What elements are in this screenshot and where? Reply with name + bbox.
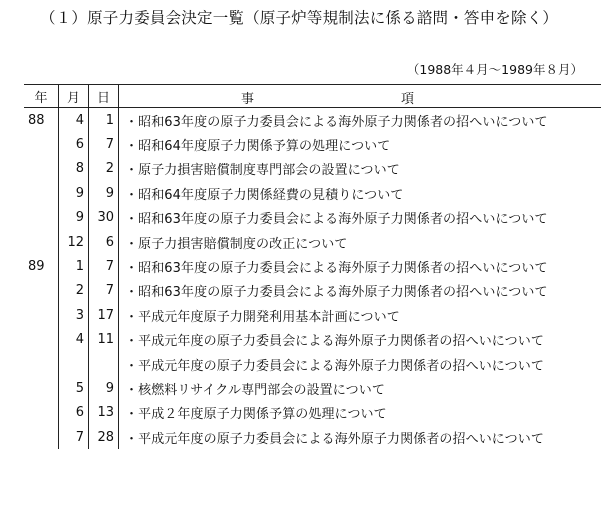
cell-month: 6 — [59, 132, 89, 156]
header-item-char-2: 項 — [401, 92, 415, 107]
cell-day: 11 — [89, 328, 119, 352]
header-year: 年 — [24, 85, 59, 108]
cell-month — [59, 352, 89, 376]
cell-item: ・平成元年度の原子力委員会による海外原子力関係者の招へいについて — [125, 358, 544, 374]
cell-month: 8 — [59, 157, 89, 181]
table-row — [24, 425, 601, 449]
table-row — [24, 376, 601, 400]
table-row — [24, 254, 601, 278]
cell-year: 88 — [24, 108, 59, 133]
cell-item: ・昭和63年度の原子力委員会による海外原子力関係者の招へいについて — [125, 212, 548, 228]
cell-day — [89, 352, 119, 376]
cell-day: 13 — [89, 401, 119, 425]
table-row — [24, 206, 601, 230]
cell-month: 9 — [59, 206, 89, 230]
cell-day: 1 — [89, 108, 119, 133]
cell-item: ・昭和63年度の原子力委員会による海外原子力関係者の招へいについて — [125, 261, 548, 277]
cell-day: 9 — [89, 181, 119, 205]
cell-day: 2 — [89, 157, 119, 181]
cell-day: 7 — [89, 279, 119, 303]
cell-month: 7 — [59, 425, 89, 449]
table-row — [24, 230, 601, 254]
cell-item: ・核燃料リサイクル専門部会の設置について — [125, 382, 385, 398]
cell-item: ・平成２年度原子力関係予算の処理について — [125, 407, 387, 423]
cell-year — [24, 230, 59, 254]
table-row — [24, 328, 601, 352]
page-title: （１）原子力委員会決定一覧（原子炉等規制法に係る諮問・答申を除く） — [40, 9, 559, 27]
table-row — [24, 352, 601, 376]
cell-year — [24, 206, 59, 230]
header-month: 月 — [59, 85, 89, 108]
cell-item: ・昭和64年度原子力関係経費の見積りについて — [125, 187, 404, 203]
cell-year — [24, 279, 59, 303]
cell-year — [24, 132, 59, 156]
cell-year — [24, 181, 59, 205]
header-item — [119, 85, 602, 108]
table-header-row — [24, 85, 601, 108]
cell-day: 17 — [89, 303, 119, 327]
cell-year — [24, 352, 59, 376]
cell-item: ・原子力損害賠償制度の改正について — [125, 236, 348, 252]
cell-month: 3 — [59, 303, 89, 327]
table-row — [24, 401, 601, 425]
cell-item: ・昭和63年度の原子力委員会による海外原子力関係者の招へいについて — [125, 114, 548, 130]
cell-day: 30 — [89, 206, 119, 230]
cell-year — [24, 303, 59, 327]
table-row — [24, 132, 601, 156]
cell-month: 9 — [59, 181, 89, 205]
cell-day: 6 — [89, 230, 119, 254]
cell-item: ・原子力損害賠償制度専門部会の設置について — [125, 163, 400, 179]
cell-year — [24, 401, 59, 425]
cell-item: ・平成元年度の原子力委員会による海外原子力関係者の招へいについて — [125, 431, 544, 447]
cell-month: 6 — [59, 401, 89, 425]
table-row — [24, 108, 601, 133]
decision-table — [24, 84, 601, 449]
cell-month: 5 — [59, 376, 89, 400]
cell-year: 89 — [24, 254, 59, 278]
period-label: （1988年４月〜1989年８月） — [406, 62, 583, 77]
cell-item: ・昭和64年度原子力関係予算の処理について — [125, 139, 391, 155]
table-row — [24, 279, 601, 303]
cell-item: ・平成元年度の原子力委員会による海外原子力関係者の招へいについて — [125, 334, 544, 350]
cell-day: 9 — [89, 376, 119, 400]
cell-item: ・昭和63年度の原子力委員会による海外原子力関係者の招へいについて — [125, 285, 548, 301]
header-item-char-1: 事 — [241, 92, 255, 107]
cell-month: 4 — [59, 328, 89, 352]
table-row — [24, 157, 601, 181]
cell-month: 1 — [59, 254, 89, 278]
cell-year — [24, 328, 59, 352]
cell-year — [24, 425, 59, 449]
cell-month: 4 — [59, 108, 89, 133]
table-row — [24, 303, 601, 327]
cell-day: 28 — [89, 425, 119, 449]
cell-month: 2 — [59, 279, 89, 303]
cell-year — [24, 376, 59, 400]
cell-month: 12 — [59, 230, 89, 254]
table-row — [24, 181, 601, 205]
cell-item: ・平成元年度原子力開発利用基本計画について — [125, 309, 400, 325]
header-day: 日 — [89, 85, 119, 108]
cell-year — [24, 157, 59, 181]
cell-day: 7 — [89, 132, 119, 156]
cell-day: 7 — [89, 254, 119, 278]
